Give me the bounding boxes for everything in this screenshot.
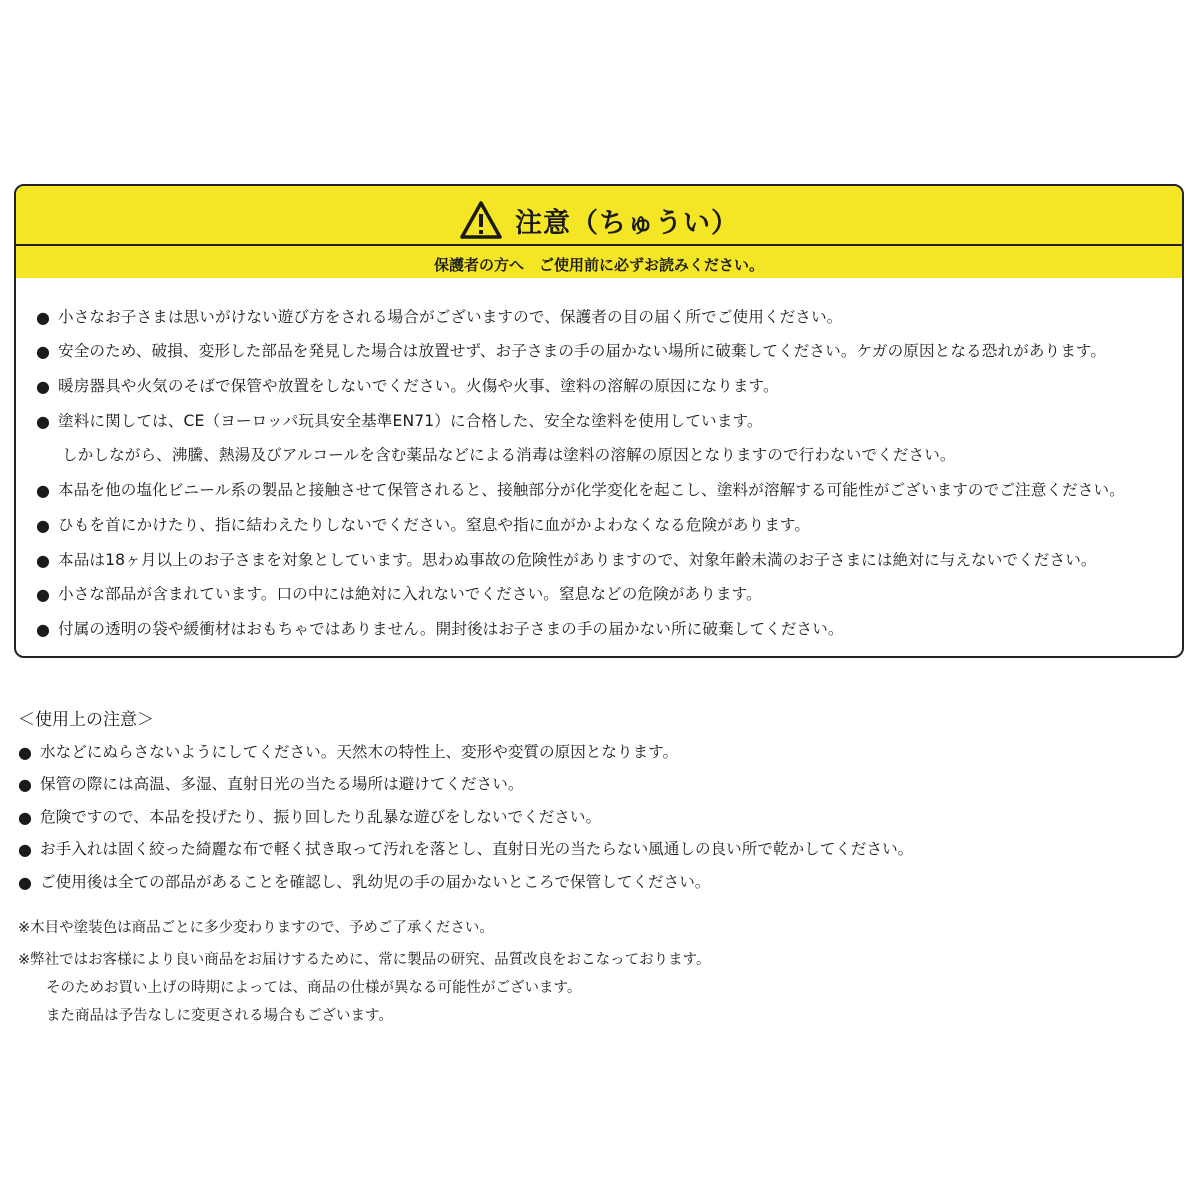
bullet-icon: ● bbox=[18, 742, 32, 762]
bullet-icon: ● bbox=[36, 481, 51, 501]
bullet-icon: ● bbox=[18, 807, 32, 827]
usage-item: ● お手入れは固く絞った綺麗な布で軽く拭き取って汚れを落とし、直射日光の当たらない風通しの良い所で乾かしてください。 bbox=[18, 840, 914, 859]
bullet-icon: ● bbox=[18, 872, 32, 892]
warning-title: 注意（ちゅうい） bbox=[515, 207, 739, 239]
bullet-icon: ● bbox=[36, 342, 51, 362]
warning-item: ● 安全のため、破損、変形した部品を発見した場合は放置せず、お子さまの手の届かない場所に破棄してください。ケガの原因となる恐れがあります。 bbox=[36, 342, 1107, 362]
header-divider bbox=[16, 244, 1182, 246]
usage-section bbox=[18, 700, 1168, 893]
warning-title-row bbox=[16, 196, 1182, 244]
usage-item: ● 保管の際には高温、多湿、直射日光の当たる場所は避けてください。 bbox=[18, 775, 524, 794]
usage-title: ＜使用上の注意＞ bbox=[18, 710, 154, 730]
note-wood-grain: ※木目や塗装色は商品ごとに多少変わりますので、予めご了承ください。 bbox=[18, 920, 494, 936]
usage-item: ● 水などにぬらさないようにしてください。天然木の特性上、変形や変質の原因となります。 bbox=[18, 742, 679, 762]
warning-item: ● 小さな部品が含まれています。口の中には絶対に入れないでください。窒息などの危険があります。 bbox=[36, 585, 762, 605]
bullet-icon: ● bbox=[36, 411, 51, 431]
notes-section bbox=[18, 914, 1168, 1030]
warning-box bbox=[14, 184, 1184, 658]
bullet-icon: ● bbox=[36, 585, 51, 605]
bullet-icon: ● bbox=[36, 550, 51, 570]
warning-list bbox=[36, 294, 1176, 641]
bullet-icon: ● bbox=[18, 775, 32, 794]
warning-item: ● 本品を他の塩化ビニール系の製品と接触させて保管されると、接触部分が化学変化を起こし、塗料が溶解する可能性がございますのでご注意ください。 bbox=[36, 481, 1125, 501]
warning-item: ● 付属の透明の袋や緩衝材はおもちゃではありません。開封後はお子さまの手の届かない所に破棄してください。 bbox=[36, 619, 844, 639]
guardian-notice: 保護者の方へ ご使用前に必ずお読みください。 bbox=[433, 256, 764, 274]
usage-item: ● 危険ですので、本品を投げたり、振り回したり乱暴な遊びをしないでください。 bbox=[18, 807, 602, 827]
warning-item: ● 暖房器具や火気のそばで保管や放置をしないでください。火傷や火事、塗料の溶解の原因になります。 bbox=[36, 377, 779, 397]
warning-triangle-icon bbox=[459, 200, 503, 240]
warning-item-continuation: しかしながら、沸騰、熱湯及びアルコールを含む薬品などによる消毒は塗料の溶解の原因となりますので行わないでください。 bbox=[62, 446, 956, 465]
warning-header bbox=[16, 186, 1182, 278]
note-product-change-line2: そのためお買い上げの時期によっては、商品の仕様が異なる可能性がございます。 bbox=[46, 980, 582, 996]
bullet-icon: ● bbox=[18, 840, 32, 859]
warning-item: ● 塗料に関しては、CE（ヨーロッパ玩具安全基準EN71）に合格した、安全な塗料を使用しています。 bbox=[36, 411, 763, 431]
bullet-icon: ● bbox=[36, 619, 51, 639]
bullet-icon: ● bbox=[36, 307, 51, 327]
note-product-change-line3: また商品は予告なしに変更される場合もございます。 bbox=[46, 1008, 393, 1024]
usage-item: ● ご使用後は全ての部品があることを確認し、乳幼児の手の届かないところで保管してください。 bbox=[18, 872, 711, 892]
warning-item: ● 本品は18ヶ月以上のお子さまを対象としています。思わぬ事故の危険性がありますので、対象年齢未満のお子さまには絶対に与えないでください。 bbox=[36, 550, 1097, 570]
bullet-icon: ● bbox=[36, 515, 51, 535]
bullet-icon: ● bbox=[36, 377, 51, 397]
note-product-change: ※弊社ではお客様により良い商品をお届けするために、常に製品の研究、品質改良をおこなっております。 bbox=[18, 952, 711, 968]
warning-item: ● ひもを首にかけたり、指に結わえたりしないでください。窒息や指に血がかよわなくなる危険があります。 bbox=[36, 515, 811, 535]
warning-item: ● 小さなお子さまは思いがけない遊び方をされる場合がございますので、保護者の目の届く所でご使用ください。 bbox=[36, 307, 843, 327]
